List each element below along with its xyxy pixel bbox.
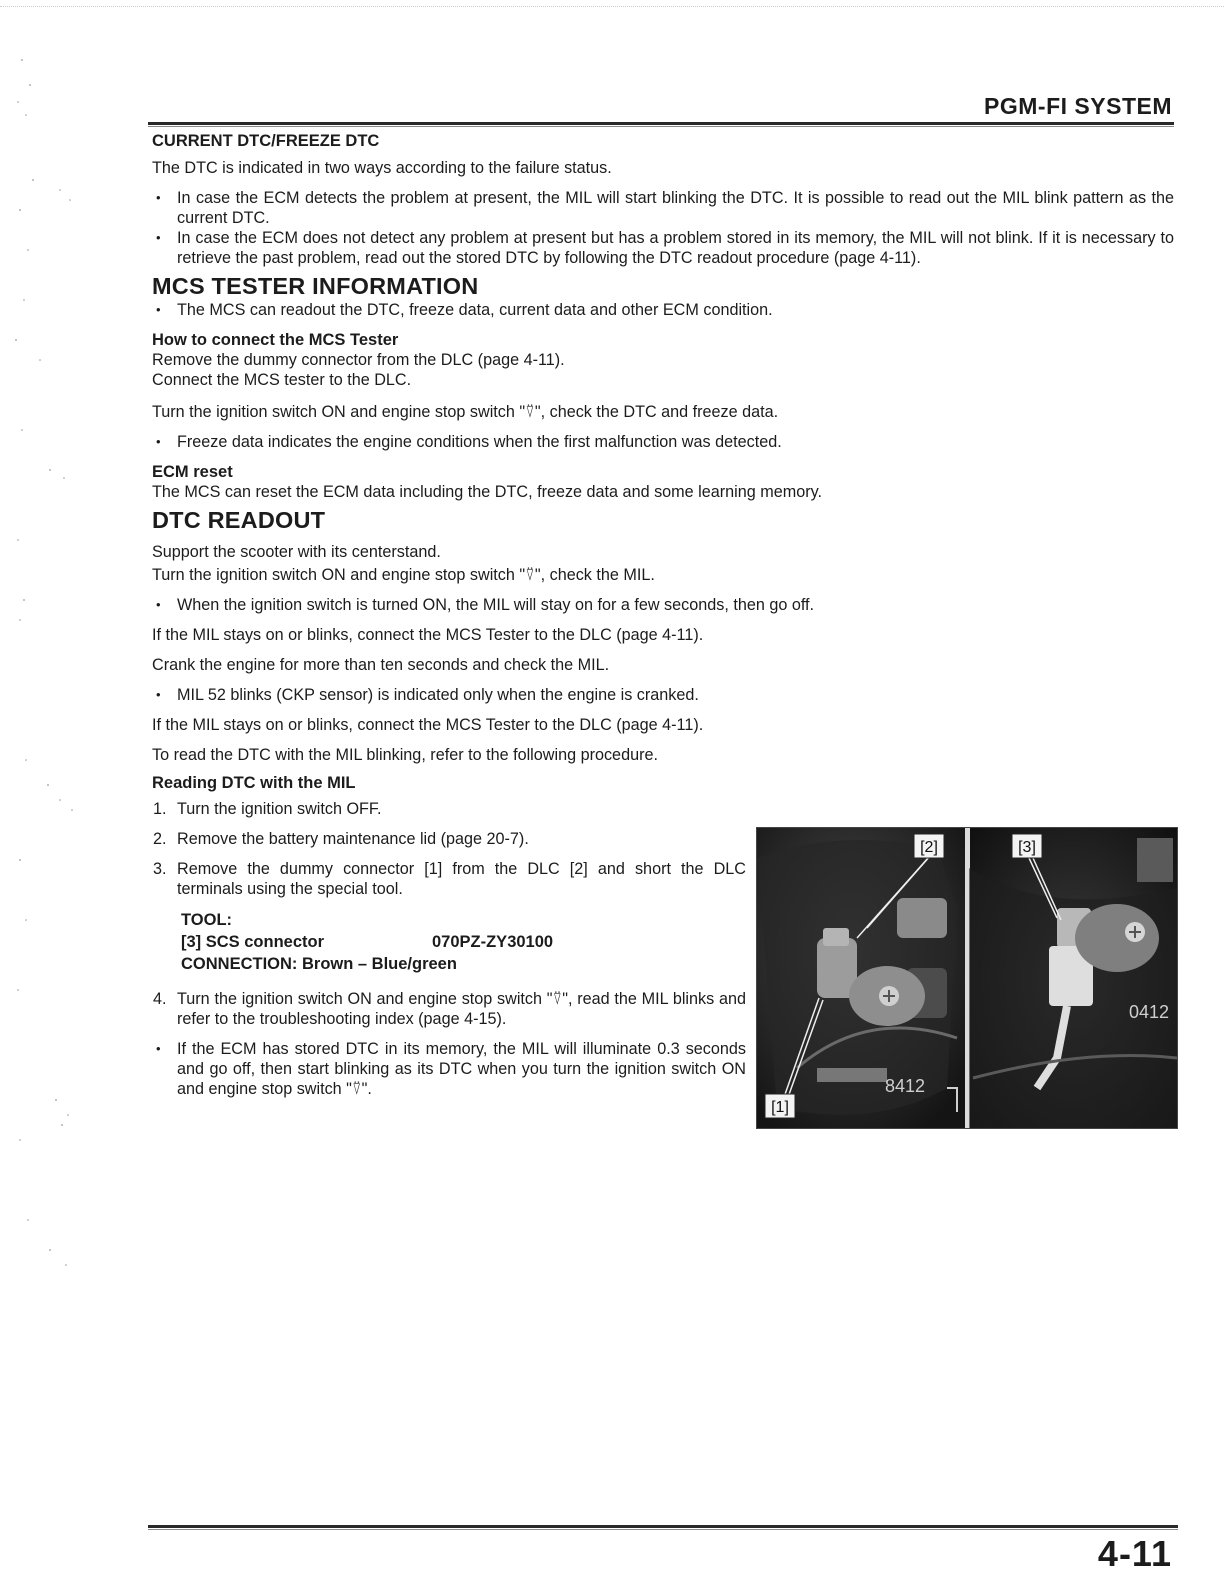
footer-rule <box>148 1525 1178 1528</box>
final-bullets <box>152 1039 746 1099</box>
step-item: 2. Remove the battery maintenance lid (page 20-7). <box>153 830 529 848</box>
reading-dtc-heading: Reading DTC with the MIL <box>152 774 356 792</box>
freeze-bullets <box>152 432 1174 452</box>
tool-part-number: 070PZ-ZY30100 <box>432 933 554 951</box>
list-item: • MIL 52 blinks (CKP sensor) is indicated only when the engine is cranked. <box>152 685 1174 705</box>
readout-line-1: Support the scooter with its centerstand. <box>152 543 441 561</box>
readout-bullets-1 <box>152 595 1174 615</box>
list-item: • Freeze data indicates the engine conditions when the first malfunction was detected. <box>152 432 1174 452</box>
readout-line-5: If the MIL stays on or blinks, connect the MCS Tester to the DLC (page 4-11). <box>152 716 704 734</box>
photo-marking-right: 0412 <box>1129 1002 1170 1022</box>
tool-connection: CONNECTION: Brown – Blue/green <box>181 955 457 973</box>
turn-on-text: Turn the ignition switch ON and engine stop switch "⍢", check the DTC and freeze data. <box>152 403 779 421</box>
section-title: PGM-FI SYSTEM <box>984 93 1172 119</box>
mcs-heading: MCS TESTER INFORMATION <box>152 273 479 299</box>
callout-3: [3] <box>1018 839 1036 856</box>
step-item: 3. Remove the dummy connector [1] from the DLC [2] and short the DLC terminals using the special tool. <box>153 860 746 898</box>
procedure-column <box>152 799 746 1099</box>
procedure-steps-cont <box>152 989 746 1029</box>
step-item: 1. Turn the ignition switch OFF. <box>153 800 382 818</box>
list-item: • In case the ECM detects the problem at present, the MIL will start blinking the DTC. It is possible to read out the MIL blink pattern as the current DTC. <box>152 188 1174 228</box>
readout-line-4: Crank the engine for more than ten seconds and check the MIL. <box>152 656 610 674</box>
tool-label: TOOL: <box>181 911 233 929</box>
header-rule <box>148 122 1174 125</box>
list-item: • In case the ECM does not detect any problem at present but has a problem stored in its memory, the MIL will not blink. If it is necessary to retrieve the past problem, read out the stored DTC by following the DTC readout procedure (page 4-11). <box>152 228 1174 268</box>
callout-1: [1] <box>771 1099 789 1116</box>
connector-photo <box>756 827 1178 1129</box>
current-dtc-intro: The DTC is indicated in two ways according to the failure status. <box>152 159 612 177</box>
dtc-readout-heading: DTC READOUT <box>152 507 326 533</box>
readout-line-3: If the MIL stays on or blinks, connect the MCS Tester to the DLC (page 4-11). <box>152 626 704 644</box>
connect-line-2: Connect the MCS tester to the DLC. <box>152 371 412 389</box>
page-number: 4-11 <box>1097 1533 1172 1574</box>
tool-block <box>181 909 746 975</box>
readout-bullets-2 <box>152 685 1174 705</box>
ecm-reset-text: The MCS can reset the ECM data including the DTC, freeze data and some learning memory. <box>152 483 822 501</box>
readout-line-6: To read the DTC with the MIL blinking, refer to the following procedure. <box>152 746 658 764</box>
step-item: 4. Turn the ignition switch ON and engine stop switch "⍢", read the MIL blinks and refer to the troubleshooting index (page 4-15). <box>153 990 746 1028</box>
ecm-reset-heading: ECM reset <box>152 463 233 481</box>
photo-marking-left: 8412 <box>885 1076 926 1096</box>
header-rule-thin <box>148 126 1174 127</box>
connect-line-1: Remove the dummy connector from the DLC (page 4-11). <box>152 351 565 369</box>
scan-artifact-top <box>0 0 1224 7</box>
readout-line-2: Turn the ignition switch ON and engine stop switch "⍢", check the MIL. <box>152 566 655 584</box>
list-item: • When the ignition switch is turned ON, the MIL will stay on for a few seconds, then go off. <box>152 595 1174 615</box>
current-dtc-bullets <box>152 188 1174 268</box>
tool-name: [3] SCS connector <box>181 933 325 951</box>
list-item: • If the ECM has stored DTC in its memory, the MIL will illuminate 0.3 seconds and go off, then start blinking as its DTC when you turn the ignition switch ON and engine stop switch "⍢". <box>152 1039 746 1099</box>
connect-heading: How to connect the MCS Tester <box>152 331 399 349</box>
callout-2: [2] <box>920 839 938 856</box>
current-dtc-heading: CURRENT DTC/FREEZE DTC <box>152 132 380 150</box>
footer-rule-thin <box>148 1529 1178 1530</box>
tool-row <box>181 931 746 953</box>
list-item: • The MCS can readout the DTC, freeze data, current data and other ECM condition. <box>152 300 1174 320</box>
scan-specks <box>0 40 100 1290</box>
mcs-bullets <box>152 300 1174 320</box>
procedure-steps <box>152 799 746 899</box>
photo-illustration <box>757 828 1177 1128</box>
